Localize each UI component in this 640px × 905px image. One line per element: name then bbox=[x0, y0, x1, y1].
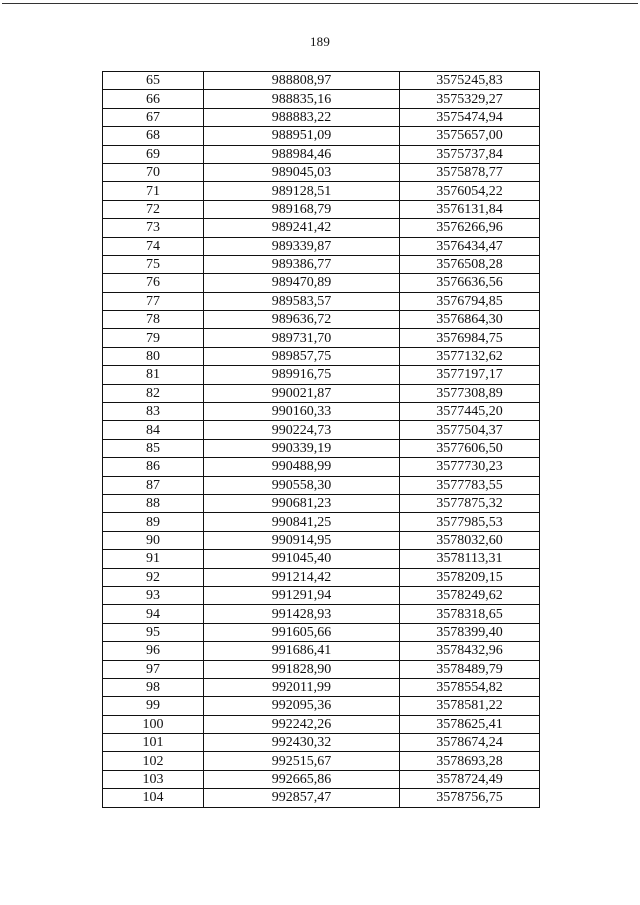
y-coordinate-cell: 3578209,15 bbox=[400, 568, 540, 586]
point-number-cell: 84 bbox=[103, 421, 204, 439]
x-coordinate-cell: 989386,77 bbox=[204, 255, 400, 273]
point-number-cell: 86 bbox=[103, 458, 204, 476]
y-coordinate-cell: 3578581,22 bbox=[400, 697, 540, 715]
x-coordinate-cell: 990488,99 bbox=[204, 458, 400, 476]
x-coordinate-cell: 992515,67 bbox=[204, 752, 400, 770]
point-number-cell: 66 bbox=[103, 90, 204, 108]
point-number-cell: 85 bbox=[103, 439, 204, 457]
point-number-cell: 90 bbox=[103, 531, 204, 549]
point-number-cell: 93 bbox=[103, 586, 204, 604]
table-row bbox=[103, 311, 540, 329]
y-coordinate-cell: 3578489,79 bbox=[400, 660, 540, 678]
table-row bbox=[103, 770, 540, 788]
table-row bbox=[103, 237, 540, 255]
y-coordinate-cell: 3576054,22 bbox=[400, 182, 540, 200]
x-coordinate-cell: 990339,19 bbox=[204, 439, 400, 457]
table-row bbox=[103, 421, 540, 439]
table-row bbox=[103, 384, 540, 402]
y-coordinate-cell: 3578724,49 bbox=[400, 770, 540, 788]
point-number-cell: 71 bbox=[103, 182, 204, 200]
page-top-border bbox=[2, 3, 638, 4]
y-coordinate-cell: 3578554,82 bbox=[400, 678, 540, 696]
y-coordinate-cell: 3576131,84 bbox=[400, 200, 540, 218]
x-coordinate-cell: 992430,32 bbox=[204, 734, 400, 752]
x-coordinate-cell: 989339,87 bbox=[204, 237, 400, 255]
table-row bbox=[103, 568, 540, 586]
point-number-cell: 74 bbox=[103, 237, 204, 255]
table-row bbox=[103, 182, 540, 200]
table-row bbox=[103, 403, 540, 421]
x-coordinate-cell: 989636,72 bbox=[204, 311, 400, 329]
point-number-cell: 70 bbox=[103, 163, 204, 181]
point-number-cell: 76 bbox=[103, 274, 204, 292]
x-coordinate-cell: 991686,41 bbox=[204, 642, 400, 660]
y-coordinate-cell: 3576864,30 bbox=[400, 311, 540, 329]
x-coordinate-cell: 989241,42 bbox=[204, 219, 400, 237]
table-row bbox=[103, 586, 540, 604]
y-coordinate-cell: 3577445,20 bbox=[400, 403, 540, 421]
point-number-cell: 83 bbox=[103, 403, 204, 421]
table-row bbox=[103, 531, 540, 549]
x-coordinate-cell: 988808,97 bbox=[204, 72, 400, 90]
y-coordinate-cell: 3575329,27 bbox=[400, 90, 540, 108]
y-coordinate-cell: 3578756,75 bbox=[400, 789, 540, 807]
point-number-cell: 79 bbox=[103, 329, 204, 347]
point-number-cell: 87 bbox=[103, 476, 204, 494]
point-number-cell: 92 bbox=[103, 568, 204, 586]
y-coordinate-cell: 3577875,32 bbox=[400, 494, 540, 512]
table-row bbox=[103, 513, 540, 531]
table-row bbox=[103, 127, 540, 145]
table-row bbox=[103, 145, 540, 163]
point-number-cell: 100 bbox=[103, 715, 204, 733]
x-coordinate-cell: 991428,93 bbox=[204, 605, 400, 623]
x-coordinate-cell: 989916,75 bbox=[204, 366, 400, 384]
table-row bbox=[103, 72, 540, 90]
coordinates-table-body bbox=[103, 72, 540, 808]
y-coordinate-cell: 3577606,50 bbox=[400, 439, 540, 457]
page-number: 189 bbox=[309, 34, 331, 49]
y-coordinate-cell: 3577730,23 bbox=[400, 458, 540, 476]
y-coordinate-cell: 3575657,00 bbox=[400, 127, 540, 145]
point-number-cell: 73 bbox=[103, 219, 204, 237]
point-number-cell: 96 bbox=[103, 642, 204, 660]
y-coordinate-cell: 3578249,62 bbox=[400, 586, 540, 604]
table-row bbox=[103, 476, 540, 494]
x-coordinate-cell: 988984,46 bbox=[204, 145, 400, 163]
y-coordinate-cell: 3578693,28 bbox=[400, 752, 540, 770]
point-number-cell: 95 bbox=[103, 623, 204, 641]
point-number-cell: 82 bbox=[103, 384, 204, 402]
table-row bbox=[103, 108, 540, 126]
table-row bbox=[103, 734, 540, 752]
coordinates-table bbox=[102, 71, 540, 808]
point-number-cell: 104 bbox=[103, 789, 204, 807]
point-number-cell: 91 bbox=[103, 550, 204, 568]
x-coordinate-cell: 990914,95 bbox=[204, 531, 400, 549]
x-coordinate-cell: 991828,90 bbox=[204, 660, 400, 678]
table-row bbox=[103, 366, 540, 384]
x-coordinate-cell: 989128,51 bbox=[204, 182, 400, 200]
point-number-cell: 69 bbox=[103, 145, 204, 163]
y-coordinate-cell: 3576794,85 bbox=[400, 292, 540, 310]
y-coordinate-cell: 3577308,89 bbox=[400, 384, 540, 402]
point-number-cell: 99 bbox=[103, 697, 204, 715]
table-row bbox=[103, 789, 540, 807]
point-number-cell: 94 bbox=[103, 605, 204, 623]
x-coordinate-cell: 988883,22 bbox=[204, 108, 400, 126]
y-coordinate-cell: 3575878,77 bbox=[400, 163, 540, 181]
y-coordinate-cell: 3577132,62 bbox=[400, 347, 540, 365]
x-coordinate-cell: 989583,57 bbox=[204, 292, 400, 310]
x-coordinate-cell: 992242,26 bbox=[204, 715, 400, 733]
y-coordinate-cell: 3576434,47 bbox=[400, 237, 540, 255]
x-coordinate-cell: 991045,40 bbox=[204, 550, 400, 568]
y-coordinate-cell: 3577783,55 bbox=[400, 476, 540, 494]
y-coordinate-cell: 3577504,37 bbox=[400, 421, 540, 439]
table-row bbox=[103, 697, 540, 715]
table-row bbox=[103, 550, 540, 568]
table-row bbox=[103, 163, 540, 181]
point-number-cell: 89 bbox=[103, 513, 204, 531]
y-coordinate-cell: 3578113,31 bbox=[400, 550, 540, 568]
y-coordinate-cell: 3578318,65 bbox=[400, 605, 540, 623]
x-coordinate-cell: 991605,66 bbox=[204, 623, 400, 641]
table-row bbox=[103, 347, 540, 365]
point-number-cell: 102 bbox=[103, 752, 204, 770]
y-coordinate-cell: 3575474,94 bbox=[400, 108, 540, 126]
x-coordinate-cell: 992665,86 bbox=[204, 770, 400, 788]
x-coordinate-cell: 992857,47 bbox=[204, 789, 400, 807]
point-number-cell: 103 bbox=[103, 770, 204, 788]
table-row bbox=[103, 605, 540, 623]
table-row bbox=[103, 255, 540, 273]
x-coordinate-cell: 990558,30 bbox=[204, 476, 400, 494]
point-number-cell: 78 bbox=[103, 311, 204, 329]
x-coordinate-cell: 989731,70 bbox=[204, 329, 400, 347]
table-row bbox=[103, 678, 540, 696]
point-number-cell: 72 bbox=[103, 200, 204, 218]
y-coordinate-cell: 3576508,28 bbox=[400, 255, 540, 273]
table-row bbox=[103, 274, 540, 292]
table-row bbox=[103, 219, 540, 237]
y-coordinate-cell: 3578399,40 bbox=[400, 623, 540, 641]
x-coordinate-cell: 990224,73 bbox=[204, 421, 400, 439]
table-row bbox=[103, 715, 540, 733]
point-number-cell: 65 bbox=[103, 72, 204, 90]
point-number-cell: 101 bbox=[103, 734, 204, 752]
y-coordinate-cell: 3578674,24 bbox=[400, 734, 540, 752]
x-coordinate-cell: 989857,75 bbox=[204, 347, 400, 365]
x-coordinate-cell: 989168,79 bbox=[204, 200, 400, 218]
y-coordinate-cell: 3577985,53 bbox=[400, 513, 540, 531]
y-coordinate-cell: 3575737,84 bbox=[400, 145, 540, 163]
point-number-cell: 88 bbox=[103, 494, 204, 512]
point-number-cell: 81 bbox=[103, 366, 204, 384]
table-row bbox=[103, 200, 540, 218]
table-row bbox=[103, 623, 540, 641]
x-coordinate-cell: 992011,99 bbox=[204, 678, 400, 696]
y-coordinate-cell: 3578032,60 bbox=[400, 531, 540, 549]
y-coordinate-cell: 3576266,96 bbox=[400, 219, 540, 237]
point-number-cell: 80 bbox=[103, 347, 204, 365]
y-coordinate-cell: 3576636,56 bbox=[400, 274, 540, 292]
table-row bbox=[103, 90, 540, 108]
table-row bbox=[103, 329, 540, 347]
x-coordinate-cell: 991291,94 bbox=[204, 586, 400, 604]
y-coordinate-cell: 3577197,17 bbox=[400, 366, 540, 384]
x-coordinate-cell: 990021,87 bbox=[204, 384, 400, 402]
table-row bbox=[103, 752, 540, 770]
point-number-cell: 67 bbox=[103, 108, 204, 126]
x-coordinate-cell: 990681,23 bbox=[204, 494, 400, 512]
table-row bbox=[103, 642, 540, 660]
x-coordinate-cell: 991214,42 bbox=[204, 568, 400, 586]
y-coordinate-cell: 3575245,83 bbox=[400, 72, 540, 90]
table-row bbox=[103, 458, 540, 476]
point-number-cell: 77 bbox=[103, 292, 204, 310]
table-row bbox=[103, 439, 540, 457]
point-number-cell: 97 bbox=[103, 660, 204, 678]
table-row bbox=[103, 292, 540, 310]
y-coordinate-cell: 3578625,41 bbox=[400, 715, 540, 733]
point-number-cell: 98 bbox=[103, 678, 204, 696]
point-number-cell: 75 bbox=[103, 255, 204, 273]
point-number-cell: 68 bbox=[103, 127, 204, 145]
x-coordinate-cell: 990160,33 bbox=[204, 403, 400, 421]
x-coordinate-cell: 988951,09 bbox=[204, 127, 400, 145]
y-coordinate-cell: 3578432,96 bbox=[400, 642, 540, 660]
x-coordinate-cell: 988835,16 bbox=[204, 90, 400, 108]
x-coordinate-cell: 990841,25 bbox=[204, 513, 400, 531]
table-row bbox=[103, 660, 540, 678]
x-coordinate-cell: 989045,03 bbox=[204, 163, 400, 181]
x-coordinate-cell: 992095,36 bbox=[204, 697, 400, 715]
table-row bbox=[103, 494, 540, 512]
x-coordinate-cell: 989470,89 bbox=[204, 274, 400, 292]
y-coordinate-cell: 3576984,75 bbox=[400, 329, 540, 347]
